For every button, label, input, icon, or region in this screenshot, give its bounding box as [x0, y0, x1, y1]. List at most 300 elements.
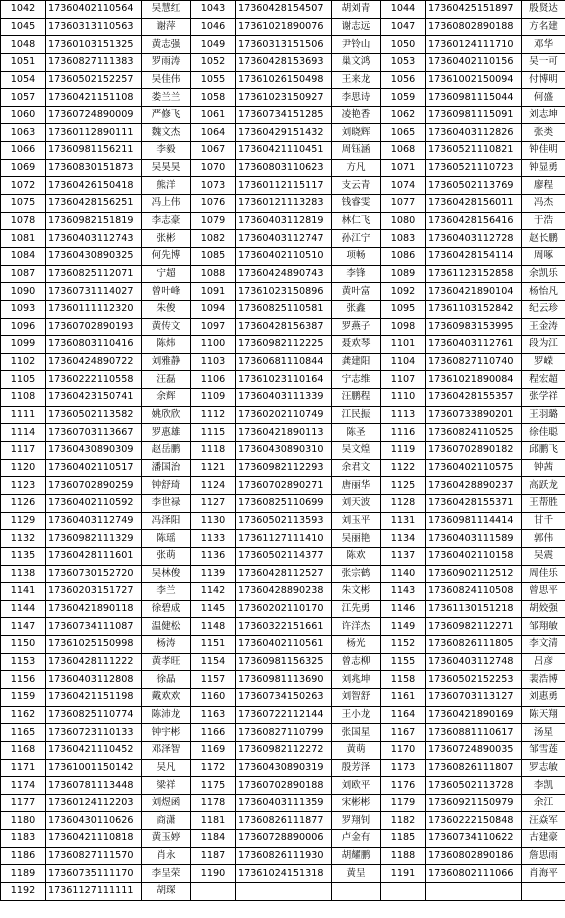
student-name-cell: 唐丽华 — [332, 477, 381, 495]
seq-number-cell: 1063 — [1, 124, 46, 142]
exam-id-cell: 17360403112826 — [426, 124, 522, 142]
exam-id-cell: 17360403112728 — [426, 230, 522, 248]
student-name-cell: 廖程 — [522, 177, 565, 195]
exam-id-cell: 17360735111170 — [46, 865, 142, 883]
student-name-cell: 陈沛龙 — [142, 706, 191, 724]
exam-id-cell: 17360826111805 — [426, 636, 522, 654]
table-row — [1, 741, 565, 759]
student-name-cell: 吴凡 — [142, 759, 191, 777]
table-row — [1, 230, 565, 248]
student-name-cell: 余辉 — [142, 389, 191, 407]
exam-id-cell: 17360403112808 — [46, 671, 142, 689]
seq-number-cell: 1184 — [191, 830, 236, 848]
student-name-cell: 周啄 — [522, 247, 565, 265]
exam-id-cell: 17360826111877 — [236, 812, 332, 830]
seq-number-cell: 1121 — [191, 459, 236, 477]
table-row — [1, 318, 565, 336]
student-name-cell: 严修飞 — [142, 106, 191, 124]
exam-id-cell: 17360825110581 — [236, 300, 332, 318]
seq-number-cell: 1075 — [1, 195, 46, 213]
exam-id-cell: 17360881110617 — [426, 724, 522, 742]
student-name-cell: 王羽璐 — [522, 406, 565, 424]
student-name-cell: 高跃龙 — [522, 477, 565, 495]
student-name-cell: 徐碧成 — [142, 600, 191, 618]
student-name-cell: 陈瑶 — [142, 530, 191, 548]
student-name-cell: 林仁飞 — [332, 212, 381, 230]
seq-number-cell: 1057 — [1, 89, 46, 107]
seq-number-cell: 1147 — [1, 618, 46, 636]
exam-id-cell: 17361021890084 — [426, 371, 522, 389]
seq-number-cell: 1170 — [381, 741, 426, 759]
student-name-cell: 李凯 — [522, 777, 565, 795]
student-name-cell: 宁志维 — [332, 371, 381, 389]
exam-id-cell: 17361103152842 — [426, 300, 522, 318]
student-name-cell: 冯杰 — [522, 195, 565, 213]
seq-number-cell: 1104 — [381, 353, 426, 371]
seq-number-cell: 1144 — [1, 600, 46, 618]
exam-id-cell: 17360982151819 — [46, 212, 142, 230]
table-row — [1, 177, 565, 195]
exam-id-cell: 17360521110821 — [426, 142, 522, 160]
table-row — [1, 600, 565, 618]
seq-number-cell: 1130 — [191, 512, 236, 530]
seq-number-cell: 1174 — [1, 777, 46, 795]
exam-id-cell: 17360502113593 — [236, 512, 332, 530]
student-name-cell: 吴佳伟 — [142, 71, 191, 89]
table-row — [1, 636, 565, 654]
seq-number-cell: 1127 — [191, 494, 236, 512]
seq-number-cell: 1166 — [191, 724, 236, 742]
exam-id-cell: 17360825110774 — [46, 706, 142, 724]
seq-number-cell: 1134 — [381, 530, 426, 548]
table-row — [1, 89, 565, 107]
student-name-cell: 吴震 — [522, 547, 565, 565]
student-name-cell: 吴文煌 — [332, 442, 381, 460]
student-name-cell: 戴欢欢 — [142, 688, 191, 706]
student-name-cell: 罗志敏 — [522, 759, 565, 777]
seq-number-cell: 1115 — [191, 424, 236, 442]
exam-id-cell: 17360826111930 — [236, 847, 332, 865]
student-name-cell: 裴浩博 — [522, 671, 565, 689]
exam-id-cell: 17360825112071 — [46, 265, 142, 283]
exam-id-cell: 17361025150998 — [46, 636, 142, 654]
exam-id-cell: 17360781113448 — [46, 777, 142, 795]
student-name-cell: 巢文鸿 — [332, 53, 381, 71]
student-name-cell: 陈天翔 — [522, 706, 565, 724]
seq-number-cell: 1047 — [381, 18, 426, 36]
student-name-cell: 王小龙 — [332, 706, 381, 724]
exam-id-cell: 17361127111111 — [46, 883, 142, 901]
student-name-cell: 段为江 — [522, 336, 565, 354]
student-name-cell: 王帮胜 — [522, 494, 565, 512]
table-row — [1, 653, 565, 671]
seq-number-cell: 1125 — [381, 477, 426, 495]
student-name-cell: 罗燕子 — [332, 318, 381, 336]
exam-id-cell: 17360728890006 — [236, 830, 332, 848]
student-name-cell: 熊洋 — [142, 177, 191, 195]
seq-number-cell: 1054 — [1, 71, 46, 89]
seq-number-cell: 1067 — [191, 142, 236, 160]
student-name-cell: 张学祥 — [522, 389, 565, 407]
exam-id-cell: 17360103151325 — [46, 36, 142, 54]
student-name-cell: 刘志坤 — [522, 106, 565, 124]
seq-number-cell: 1083 — [381, 230, 426, 248]
seq-number-cell: 1082 — [191, 230, 236, 248]
seq-number-cell: 1091 — [191, 283, 236, 301]
student-name-cell: 龚建阳 — [332, 353, 381, 371]
seq-number-cell: 1141 — [1, 583, 46, 601]
exam-id-cell: 17360425151897 — [426, 1, 522, 19]
student-name-cell: 吴一可 — [522, 53, 565, 71]
student-name-cell: 宁超 — [142, 265, 191, 283]
exam-id-cell: 17361023150927 — [236, 89, 332, 107]
seq-number-cell: 1116 — [381, 424, 426, 442]
student-name-cell: 方凡 — [332, 159, 381, 177]
exam-id-cell: 17360722112144 — [236, 706, 332, 724]
table-row — [1, 777, 565, 795]
table-row — [1, 565, 565, 583]
student-name-cell: 聂欢琴 — [332, 336, 381, 354]
seq-number-cell: 1167 — [381, 724, 426, 742]
table-row — [1, 1, 565, 19]
student-name-cell: 刘欧平 — [332, 777, 381, 795]
exam-id-cell: 17360421890113 — [236, 424, 332, 442]
exam-id-cell: 17360521110723 — [426, 159, 522, 177]
exam-id-cell: 17360203151727 — [46, 583, 142, 601]
exam-id-cell: 17360403112743 — [46, 230, 142, 248]
student-name-cell: 付博明 — [522, 71, 565, 89]
student-name-cell: 卢金有 — [332, 830, 381, 848]
student-name-cell: 李锋 — [332, 265, 381, 283]
student-name-cell: 于浩 — [522, 212, 565, 230]
table-row — [1, 477, 565, 495]
table-row — [1, 353, 565, 371]
student-name-cell: 刘晓辉 — [332, 124, 381, 142]
student-name-cell: 支云青 — [332, 177, 381, 195]
student-name-cell: 曾志柳 — [332, 653, 381, 671]
seq-number-cell: 1132 — [1, 530, 46, 548]
seq-number-cell: 1087 — [1, 265, 46, 283]
seq-number-cell: 1048 — [1, 36, 46, 54]
student-name-cell: 江民振 — [332, 406, 381, 424]
table-row — [1, 300, 565, 318]
table-row — [1, 688, 565, 706]
student-name-cell: 李思诗 — [332, 89, 381, 107]
seq-number-cell: 1155 — [381, 653, 426, 671]
seq-number-cell: 1107 — [381, 371, 426, 389]
student-name-cell: 钟宇彬 — [142, 724, 191, 742]
seq-number-cell: 1179 — [381, 794, 426, 812]
student-name-cell: 徐佳聪 — [522, 424, 565, 442]
seq-number-cell: 1069 — [1, 159, 46, 177]
table-row — [1, 265, 565, 283]
exam-id-cell: 17360502114377 — [236, 547, 332, 565]
exam-id-cell: 17360124111710 — [426, 36, 522, 54]
student-name-cell: 钟舒琦 — [142, 477, 191, 495]
student-name-cell: 钟佳明 — [522, 142, 565, 160]
seq-number-cell: 1154 — [191, 653, 236, 671]
seq-number-cell: 1060 — [1, 106, 46, 124]
table-row — [1, 759, 565, 777]
exam-id-cell: 17360402110156 — [426, 53, 522, 71]
roster-table-body — [1, 1, 565, 901]
exam-id-cell: 17360702890259 — [46, 477, 142, 495]
exam-id-cell: 17360402110510 — [236, 247, 332, 265]
exam-id-cell: 17360402110564 — [46, 1, 142, 19]
seq-number-cell: 1102 — [1, 353, 46, 371]
exam-id-cell: 17360731114027 — [46, 283, 142, 301]
seq-number-cell: 1113 — [381, 406, 426, 424]
seq-number-cell: 1094 — [191, 300, 236, 318]
table-row — [1, 406, 565, 424]
seq-number-cell: 1092 — [381, 283, 426, 301]
exam-id-cell: 17360421890118 — [46, 600, 142, 618]
seq-number-cell: 1149 — [381, 618, 426, 636]
student-name-cell: 余江 — [522, 794, 565, 812]
exam-id-cell: 17360981156325 — [236, 653, 332, 671]
seq-number-cell: 1120 — [1, 459, 46, 477]
exam-id-cell: 17360121113283 — [236, 195, 332, 213]
table-row — [1, 36, 565, 54]
seq-number-cell: 1101 — [381, 336, 426, 354]
exam-id-cell: 17360981156211 — [46, 142, 142, 160]
seq-number-cell: 1126 — [1, 494, 46, 512]
table-row — [1, 212, 565, 230]
exam-id-cell: 17360403112748 — [426, 653, 522, 671]
exam-id-cell: 17360803110416 — [46, 336, 142, 354]
exam-id-cell: 17360421890169 — [426, 706, 522, 724]
student-name-cell: 汤星 — [522, 724, 565, 742]
seq-number-cell: 1096 — [1, 318, 46, 336]
exam-id-cell: 17360402110517 — [46, 459, 142, 477]
exam-id-cell: 17360426150418 — [46, 177, 142, 195]
exam-id-cell: 17360730152720 — [46, 565, 142, 583]
student-name-cell: 赵长鹏 — [522, 230, 565, 248]
student-name-cell: 胡琛 — [142, 883, 191, 901]
exam-id-cell: 17360982112293 — [236, 459, 332, 477]
seq-number-cell: 1100 — [191, 336, 236, 354]
student-name-cell: 邓华 — [522, 36, 565, 54]
seq-number-cell: 1117 — [1, 442, 46, 460]
seq-number-cell: 1146 — [381, 600, 426, 618]
seq-number-cell: 1051 — [1, 53, 46, 71]
table-row — [1, 247, 565, 265]
exam-id-cell: 17360430890309 — [46, 442, 142, 460]
exam-id-cell: 17360724890035 — [426, 741, 522, 759]
seq-number-cell: 1084 — [1, 247, 46, 265]
table-row — [1, 442, 565, 460]
seq-number-cell: 1098 — [381, 318, 426, 336]
student-name-cell: 钱睿雯 — [332, 195, 381, 213]
exam-id-cell: 17360827111383 — [46, 53, 142, 71]
exam-id-cell: 17360428890238 — [236, 583, 332, 601]
seq-number-cell: 1159 — [1, 688, 46, 706]
student-name-cell: 江先勇 — [332, 600, 381, 618]
table-row — [1, 512, 565, 530]
seq-number-cell: 1093 — [1, 300, 46, 318]
seq-number-cell: 1142 — [191, 583, 236, 601]
student-name-cell: 商潇 — [142, 812, 191, 830]
student-name-cell: 甘千 — [522, 512, 565, 530]
seq-number-cell: 1169 — [191, 741, 236, 759]
student-name-cell: 邱鹏飞 — [522, 442, 565, 460]
seq-number-cell: 1072 — [1, 177, 46, 195]
seq-number-cell: 1180 — [1, 812, 46, 830]
student-name-cell: 纪云珍 — [522, 300, 565, 318]
seq-number-cell: 1186 — [1, 847, 46, 865]
exam-id-cell: 17360827110740 — [426, 353, 522, 371]
student-name-cell: 胡姣强 — [522, 600, 565, 618]
exam-id-cell: 17360802890188 — [426, 18, 522, 36]
table-row — [1, 812, 565, 830]
student-name-cell: 许洋杰 — [332, 618, 381, 636]
student-name-cell: 陈炜 — [142, 336, 191, 354]
exam-id-cell: 17360124112203 — [46, 794, 142, 812]
exam-id-cell: 17360430890325 — [46, 247, 142, 265]
seq-number-cell: 1153 — [1, 653, 46, 671]
exam-id-cell: 17360402110575 — [426, 459, 522, 477]
exam-id-cell: 17360502152257 — [46, 71, 142, 89]
table-row — [1, 618, 565, 636]
student-name-cell: 冯泽阳 — [142, 512, 191, 530]
exam-id-cell: 17360803110623 — [236, 159, 332, 177]
exam-id-cell: 17360430890319 — [236, 759, 332, 777]
table-row — [1, 336, 565, 354]
seq-number-cell: 1064 — [191, 124, 236, 142]
exam-id-cell: 17360402110561 — [236, 636, 332, 654]
exam-id-cell: 17360222150848 — [426, 812, 522, 830]
exam-id-cell: 17360825110699 — [236, 494, 332, 512]
seq-number-cell: 1073 — [191, 177, 236, 195]
student-name-cell: 吴丽艳 — [332, 530, 381, 548]
student-name-cell: 邓泽智 — [142, 741, 191, 759]
seq-number-cell: 1081 — [1, 230, 46, 248]
seq-number-cell: 1059 — [381, 89, 426, 107]
student-name-cell: 尹铃山 — [332, 36, 381, 54]
student-name-cell: 冯上伟 — [142, 195, 191, 213]
seq-number-cell: 1161 — [381, 688, 426, 706]
seq-number-cell: 1136 — [191, 547, 236, 565]
exam-id-cell: 17360802890186 — [426, 847, 522, 865]
seq-number-cell: 1099 — [1, 336, 46, 354]
seq-number-cell: 1106 — [191, 371, 236, 389]
student-name-cell: 黄萌 — [332, 741, 381, 759]
seq-number-cell: 1177 — [1, 794, 46, 812]
student-name-cell: 黄呈 — [332, 865, 381, 883]
seq-number-cell: 1110 — [381, 389, 426, 407]
exam-id-cell: 17361023150896 — [236, 283, 332, 301]
student-name-cell: 朱文彬 — [332, 583, 381, 601]
seq-number-cell: 1085 — [191, 247, 236, 265]
seq-number-cell: 1065 — [381, 124, 426, 142]
seq-number-cell: 1145 — [191, 600, 236, 618]
seq-number-cell: 1187 — [191, 847, 236, 865]
seq-number-cell: 1044 — [381, 1, 426, 19]
exam-id-cell: 17360734150263 — [236, 688, 332, 706]
student-name-cell: 张类 — [522, 124, 565, 142]
student-name-cell: 张鑫 — [332, 300, 381, 318]
exam-id-cell: 17361130151218 — [426, 600, 522, 618]
seq-number-cell: 1172 — [191, 759, 236, 777]
exam-id-cell: 17360802111066 — [426, 865, 522, 883]
student-name-cell: 钟茜 — [522, 459, 565, 477]
table-row — [1, 724, 565, 742]
student-name-cell: 肖海平 — [522, 865, 565, 883]
student-name-cell: 潘国治 — [142, 459, 191, 477]
student-name-cell: 邹翔敏 — [522, 618, 565, 636]
student-name-cell: 刘玉平 — [332, 512, 381, 530]
student-name-cell: 吴昊昊 — [142, 159, 191, 177]
student-name-cell: 黄传文 — [142, 318, 191, 336]
seq-number-cell: 1173 — [381, 759, 426, 777]
student-name-cell: 陈圣 — [332, 424, 381, 442]
student-name-cell: 张彬 — [142, 230, 191, 248]
exam-id-cell: 17360423150741 — [46, 389, 142, 407]
exam-id-cell: 17360428154507 — [236, 1, 332, 19]
seq-number-cell: 1114 — [1, 424, 46, 442]
exam-id-cell: 17360824110525 — [426, 424, 522, 442]
exam-id-cell: 17360502113582 — [46, 406, 142, 424]
exam-id-cell: 17360428154114 — [426, 247, 522, 265]
student-name-cell: 罗翔钊 — [332, 812, 381, 830]
exam-id-cell: 17360502152253 — [426, 671, 522, 689]
table-row — [1, 124, 565, 142]
exam-id-cell: 17360403112819 — [236, 212, 332, 230]
seq-number-cell: 1049 — [191, 36, 236, 54]
student-name-cell: 刘智舒 — [332, 688, 381, 706]
seq-number-cell: 1137 — [381, 547, 426, 565]
seq-number-cell: 1088 — [191, 265, 236, 283]
seq-number-cell: 1176 — [381, 777, 426, 795]
exam-id-cell: 17360112890111 — [46, 124, 142, 142]
exam-id-cell: 17360202110170 — [236, 600, 332, 618]
exam-id-cell: 17361001150142 — [46, 759, 142, 777]
table-row — [1, 794, 565, 812]
student-name-cell: 杨涛 — [142, 636, 191, 654]
exam-id-cell: 17360403112749 — [46, 512, 142, 530]
seq-number-cell: 1168 — [1, 741, 46, 759]
exam-id-cell: 17360403111339 — [236, 389, 332, 407]
exam-id-cell: 17360827110799 — [236, 724, 332, 742]
exam-id-cell: 17360733890201 — [426, 406, 522, 424]
student-name-cell: 杨怡凡 — [522, 283, 565, 301]
seq-number-cell: 1138 — [1, 565, 46, 583]
exam-id-cell: 17360428156011 — [426, 195, 522, 213]
exam-id-cell: 17360402110158 — [426, 547, 522, 565]
student-name-cell: 肖永 — [142, 847, 191, 865]
student-name-cell: 梁祥 — [142, 777, 191, 795]
seq-number-cell: 1118 — [191, 442, 236, 460]
seq-number-cell: 1152 — [381, 636, 426, 654]
seq-number-cell: 1178 — [191, 794, 236, 812]
student-name-cell: 郭伟 — [522, 530, 565, 548]
seq-number-cell: 1123 — [1, 477, 46, 495]
seq-number-cell: 1056 — [381, 71, 426, 89]
seq-number-cell: 1052 — [191, 53, 236, 71]
student-name-cell: 黄玉婷 — [142, 830, 191, 848]
exam-id-cell: 17360734111087 — [46, 618, 142, 636]
seq-number-cell: 1122 — [381, 459, 426, 477]
seq-number-cell: 1165 — [1, 724, 46, 742]
exam-id-cell: 17360421890104 — [426, 283, 522, 301]
seq-number-cell: 1045 — [1, 18, 46, 36]
seq-number-cell: 1148 — [191, 618, 236, 636]
exam-id-cell: 17360703113667 — [46, 424, 142, 442]
student-name-cell: 宋彬彬 — [332, 794, 381, 812]
student-name-cell — [522, 883, 565, 901]
student-name-cell: 孙江宁 — [332, 230, 381, 248]
student-name-cell: 周钰涵 — [332, 142, 381, 160]
